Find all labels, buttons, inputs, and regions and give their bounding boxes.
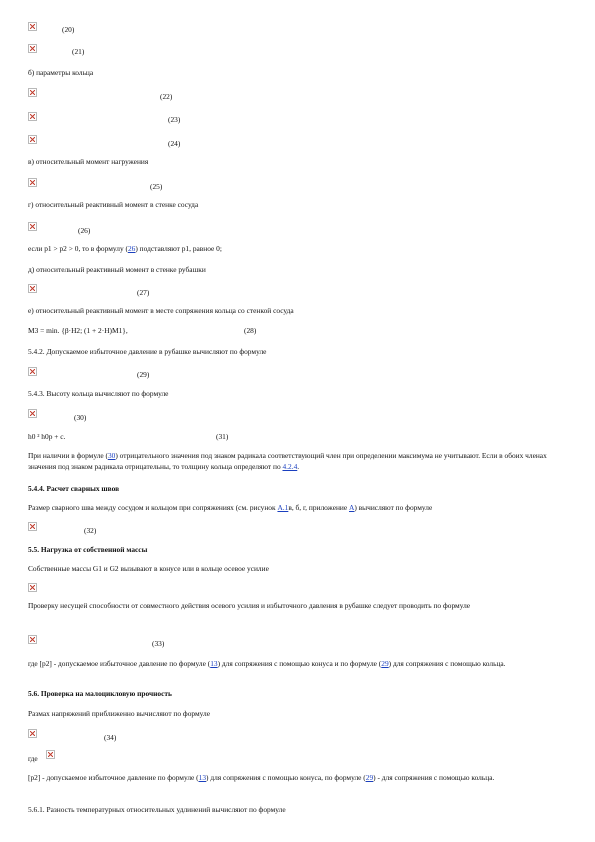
formula-number: (28) (244, 326, 257, 335)
formula-number: (26) (78, 226, 91, 235)
formula-number: (32) (84, 526, 97, 535)
formula-link[interactable]: 29 (365, 773, 374, 782)
broken-image-icon (28, 178, 37, 187)
formula-line: h0 ² h0р + с. (28, 432, 66, 441)
section-heading: 5.5. Нагрузка от собственной массы (28, 545, 148, 554)
text-run: . (297, 461, 300, 471)
broken-image-icon (28, 729, 37, 738)
formula-number: (33) (152, 639, 165, 648)
formula-number: (30) (74, 413, 87, 422)
formula-number: (27) (137, 288, 150, 297)
formula-link[interactable]: 30 (107, 451, 116, 460)
paragraph (28, 451, 548, 472)
formula-link[interactable]: 26 (127, 244, 136, 253)
formula-number: (25) (150, 182, 163, 191)
broken-image-icon (28, 284, 37, 293)
section-link[interactable]: 4.2.4 (282, 461, 298, 471)
text-run: Размер сварного шва между сосудом и кольцом при сопряжениях (см. рисунок (28, 503, 278, 512)
paragraph: Размах напряжений приближенно вычисляют по формуле (28, 709, 210, 718)
text-run: ) вычисляют по формуле (354, 503, 433, 512)
formula-number: (21) (72, 47, 85, 56)
text-run: если р1 > р2 > 0, то в формулу ( (28, 244, 128, 253)
paragraph (28, 244, 222, 253)
paragraph: е) относительный реактивный момент в месте сопряжения кольца со стенкой сосуда (28, 306, 294, 315)
broken-image-icon (28, 135, 37, 144)
formula-number: (31) (216, 432, 229, 441)
formula-number: (22) (160, 92, 173, 101)
paragraph: б) параметры кольца (28, 68, 94, 77)
paragraph (28, 754, 38, 763)
paragraph: г) относительный реактивный момент в стенке сосуда (28, 200, 199, 209)
paragraph: в) относительный момент нагружения (28, 157, 149, 166)
paragraph: Собственные массы G1 и G2 вызывают в конусе или в кольце осевое усилие (28, 564, 269, 573)
text-run: [р2] - допускаемое избыточное давление по формуле ( (28, 773, 199, 782)
paragraph: 5.4.3. Высоту кольца вычисляют по формуле (28, 389, 169, 398)
broken-image-icon (28, 44, 37, 53)
formula-number: (34) (104, 733, 117, 742)
paragraph (28, 773, 548, 784)
text-run: ) подставляют р1, равное 0; (135, 244, 222, 253)
text-run: ) отрицательного значения под знаком радикала соответствующий член при определении максимума не учитывают. Если в обоих членах значения под знаком радикала отрицательны, то толщину кольца определяют по (28, 451, 547, 471)
formula-number: (24) (168, 139, 181, 148)
text-run: ) - для сопряжения с помощью кольца. (373, 773, 495, 782)
formula-link[interactable]: 13 (210, 659, 218, 668)
text-run: ) для сопряжения с помощью кольца. (388, 659, 506, 668)
text-run: где (28, 754, 38, 763)
broken-image-icon (28, 367, 37, 376)
broken-image-icon (28, 409, 37, 418)
paragraph: 5.6.1. Разность температурных относительных удлинений вычисляют по формуле (28, 805, 286, 814)
formula-link[interactable]: 13 (198, 773, 207, 782)
broken-image-icon (28, 522, 37, 531)
paragraph (28, 659, 548, 670)
formula-number: (29) (137, 370, 150, 379)
formula-link[interactable]: 29 (381, 659, 389, 668)
broken-image-icon (28, 112, 37, 121)
paragraph (28, 503, 432, 512)
paragraph: Проверку несущей способности от совместного действия осевого усилия и избыточного давления в рубашке следует проводить по формуле (28, 601, 471, 610)
formula-number: (23) (168, 115, 181, 124)
appendix-link[interactable]: А (349, 503, 355, 512)
broken-image-icon (46, 750, 55, 759)
formula-line: M3 = min. {β·H2; (1 + 2·H)M1}, (28, 326, 128, 335)
text-run: ) для сопряжения с помощью конуса и по формуле ( (217, 659, 382, 668)
broken-image-icon (28, 88, 37, 97)
paragraph: 5.4.2. Допускаемое избыточное давление в рубашке вычисляют по формуле (28, 347, 267, 356)
text-run: ) для сопряжения с помощью конуса, по формуле ( (206, 773, 366, 782)
text-run: где [р2] - допускаемое избыточное давление по формуле ( (28, 659, 211, 668)
formula-number: (20) (62, 25, 75, 34)
broken-image-icon (28, 635, 37, 644)
text-run: При наличии в формуле ( (28, 451, 108, 460)
text-run: в, б, г, приложение (288, 503, 350, 512)
figure-link[interactable]: А.1 (277, 503, 289, 512)
section-heading: 5.6. Проверка на малоцикловую прочность (28, 689, 172, 698)
broken-image-icon (28, 583, 37, 592)
section-heading: 5.4.4. Расчет сварных швов (28, 484, 120, 493)
broken-image-icon (28, 222, 37, 231)
broken-image-icon (28, 22, 37, 31)
paragraph: д) относительный реактивный момент в стенке рубашки (28, 265, 206, 274)
